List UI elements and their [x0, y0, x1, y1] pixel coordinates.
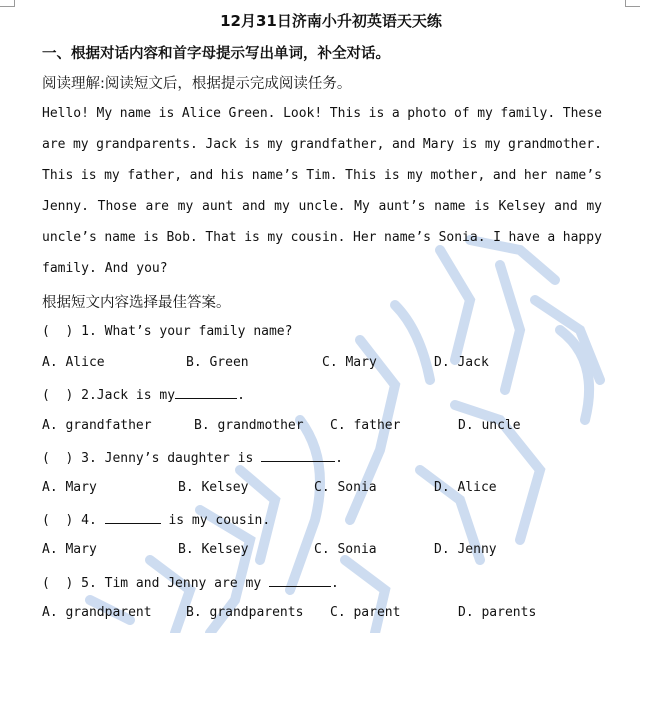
- passage-word: photo: [407, 106, 447, 121]
- task-instruction: 阅读理解:阅读短文后，根据提示完成阅读任务。: [42, 76, 352, 92]
- passage-word: I: [493, 230, 501, 245]
- passage-word: aunt’s: [378, 199, 426, 214]
- passage-word: Hello!: [42, 106, 89, 121]
- passage-line: [42, 102, 602, 133]
- passage-word: my: [72, 137, 89, 152]
- passage-word: name: [104, 230, 136, 245]
- passage-line: [42, 133, 602, 164]
- passage-word: is: [143, 230, 159, 245]
- passage-word: my: [267, 230, 284, 245]
- passage-word: is: [80, 168, 97, 183]
- option-d: D. Jack: [434, 355, 489, 370]
- passage-word: uncle.: [298, 199, 346, 214]
- option-a: A. grandparent: [42, 605, 152, 620]
- option-b: B. Kelsey: [178, 542, 249, 557]
- passage-word: you?: [136, 261, 168, 276]
- option-a: A. Mary: [42, 480, 97, 495]
- passage-word: Kelsey: [498, 199, 546, 214]
- question-1: ( ) 1. What’s your family name?: [42, 324, 293, 339]
- passage-word: a: [391, 106, 400, 121]
- option-a: A. grandfather: [42, 418, 152, 433]
- passage-word: Mary: [422, 137, 455, 152]
- passage-word: my: [274, 199, 290, 214]
- passage-word: my: [484, 137, 501, 152]
- question-4: [42, 509, 270, 531]
- passage-word: This: [329, 106, 362, 121]
- passage-word: My: [96, 106, 113, 121]
- option-d: D. uncle: [458, 418, 521, 433]
- passage-word: my: [586, 199, 602, 214]
- passage-word: my: [104, 168, 120, 183]
- passage-word: father,: [127, 168, 183, 183]
- passage-word: Sonia.: [438, 230, 486, 245]
- reading-passage: [42, 102, 602, 288]
- passage-word: his: [220, 168, 245, 183]
- passage-word: That: [205, 230, 237, 245]
- option-d: D. Alice: [434, 480, 497, 495]
- option-b: B. Kelsey: [178, 480, 249, 495]
- passage-word: is: [244, 230, 260, 245]
- question-2-tail: .: [237, 388, 245, 403]
- passage-word: have: [508, 230, 540, 245]
- passage-word: and: [554, 199, 578, 214]
- passage-word: happy: [562, 230, 602, 245]
- passage-word: are: [42, 137, 66, 152]
- passage-line: [42, 164, 602, 195]
- option-c: C. parent: [330, 605, 401, 620]
- passage-word: are: [145, 199, 169, 214]
- option-b: B. grandmother: [194, 418, 304, 433]
- passage-word: my: [177, 199, 194, 214]
- option-b: B. Green: [186, 355, 249, 370]
- passage-word: and: [492, 168, 517, 183]
- question-3-tail: .: [335, 451, 343, 466]
- passage-word: cousin.: [290, 230, 346, 245]
- passage-word: name’s: [384, 230, 432, 245]
- passage-word: and: [391, 137, 416, 152]
- passage-word: Those: [97, 199, 137, 214]
- passage-word: grandfather,: [290, 137, 385, 152]
- passage-word: mother,: [430, 168, 486, 183]
- passage-word: This: [345, 168, 377, 183]
- passage-word: grandparents.: [96, 137, 198, 152]
- passage-word: And: [104, 261, 129, 276]
- option-c: C. Sonia: [314, 542, 377, 557]
- option-c: C. Mary: [322, 355, 377, 370]
- question-4-tail: is my cousin.: [160, 513, 271, 528]
- passage-word: is: [368, 106, 385, 121]
- passage-word: Alice: [181, 106, 221, 121]
- option-c: C. father: [330, 418, 401, 433]
- passage-word: my: [477, 106, 493, 121]
- question-3: [42, 447, 343, 469]
- passage-word: aunt: [202, 199, 234, 214]
- option-c: C. Sonia: [314, 480, 377, 495]
- passage-word: and: [242, 199, 266, 214]
- passage-word: Look!: [283, 106, 323, 121]
- question-2: [42, 384, 245, 406]
- passage-word: These: [562, 106, 602, 121]
- option-b: B. grandparents: [186, 605, 304, 620]
- question-5: [42, 572, 339, 594]
- passage-word: family.: [42, 261, 97, 276]
- passage-word: is: [244, 137, 260, 152]
- passage-word: is: [474, 199, 490, 214]
- answer-blank: [175, 384, 237, 399]
- passage-word: family.: [500, 106, 556, 121]
- option-d: D. parents: [458, 605, 537, 620]
- option-d: D. Jenny: [434, 542, 497, 557]
- passage-word: Her: [353, 230, 377, 245]
- answer-blank: [105, 509, 161, 524]
- questions-instruction: 根据短文内容选择最佳答案。: [42, 295, 231, 311]
- passage-word: My: [354, 199, 370, 214]
- passage-word: Green.: [228, 106, 276, 121]
- section-heading: 一、根据对话内容和首字母提示写出单词，补全对话。: [42, 46, 390, 62]
- question-3-text: ( ) 3. Jenny’s daughter is: [42, 451, 262, 466]
- passage-word: a: [547, 230, 556, 245]
- passage-word: name’s: [251, 168, 299, 183]
- page-corner-mark-right: [625, 0, 640, 7]
- passage-word: grandmother.: [508, 137, 602, 152]
- passage-line: [42, 195, 602, 226]
- page-corner-mark-left: [0, 0, 15, 7]
- passage-word: her: [523, 168, 548, 183]
- passage-word: uncle’s: [42, 230, 97, 245]
- passage-word: Jack: [205, 137, 237, 152]
- passage-word: name: [434, 199, 466, 214]
- passage-word: is: [158, 106, 175, 121]
- passage-word: Tim.: [306, 168, 338, 183]
- answer-blank: [261, 447, 335, 462]
- question-5-options: [42, 603, 537, 723]
- passage-word: my: [407, 168, 423, 183]
- passage-word: is: [461, 137, 478, 152]
- passage-word: is: [384, 168, 400, 183]
- passage-word: and: [189, 168, 214, 183]
- question-2-text: ( ) 2.Jack is my: [42, 388, 176, 403]
- passage-line: [42, 257, 602, 288]
- passage-word: This: [42, 168, 74, 183]
- passage-word: of: [453, 106, 470, 121]
- option-a: A. Mary: [42, 542, 97, 557]
- passage-word: Bob.: [166, 230, 198, 245]
- passage-word: name’s: [554, 168, 602, 183]
- page-title: 12月31日济南小升初英语天天练: [220, 12, 442, 30]
- answer-blank: [269, 572, 331, 587]
- question-4-text: ( ) 4.: [42, 513, 105, 528]
- option-a: A. Alice: [42, 355, 105, 370]
- passage-word: my: [267, 137, 284, 152]
- passage-word: Jenny.: [42, 199, 89, 214]
- passage-word: name: [119, 106, 152, 121]
- question-5-tail: .: [330, 576, 339, 591]
- passage-line: [42, 226, 602, 257]
- question-5-text: ( ) 5. Tim and Jenny are my: [42, 576, 269, 591]
